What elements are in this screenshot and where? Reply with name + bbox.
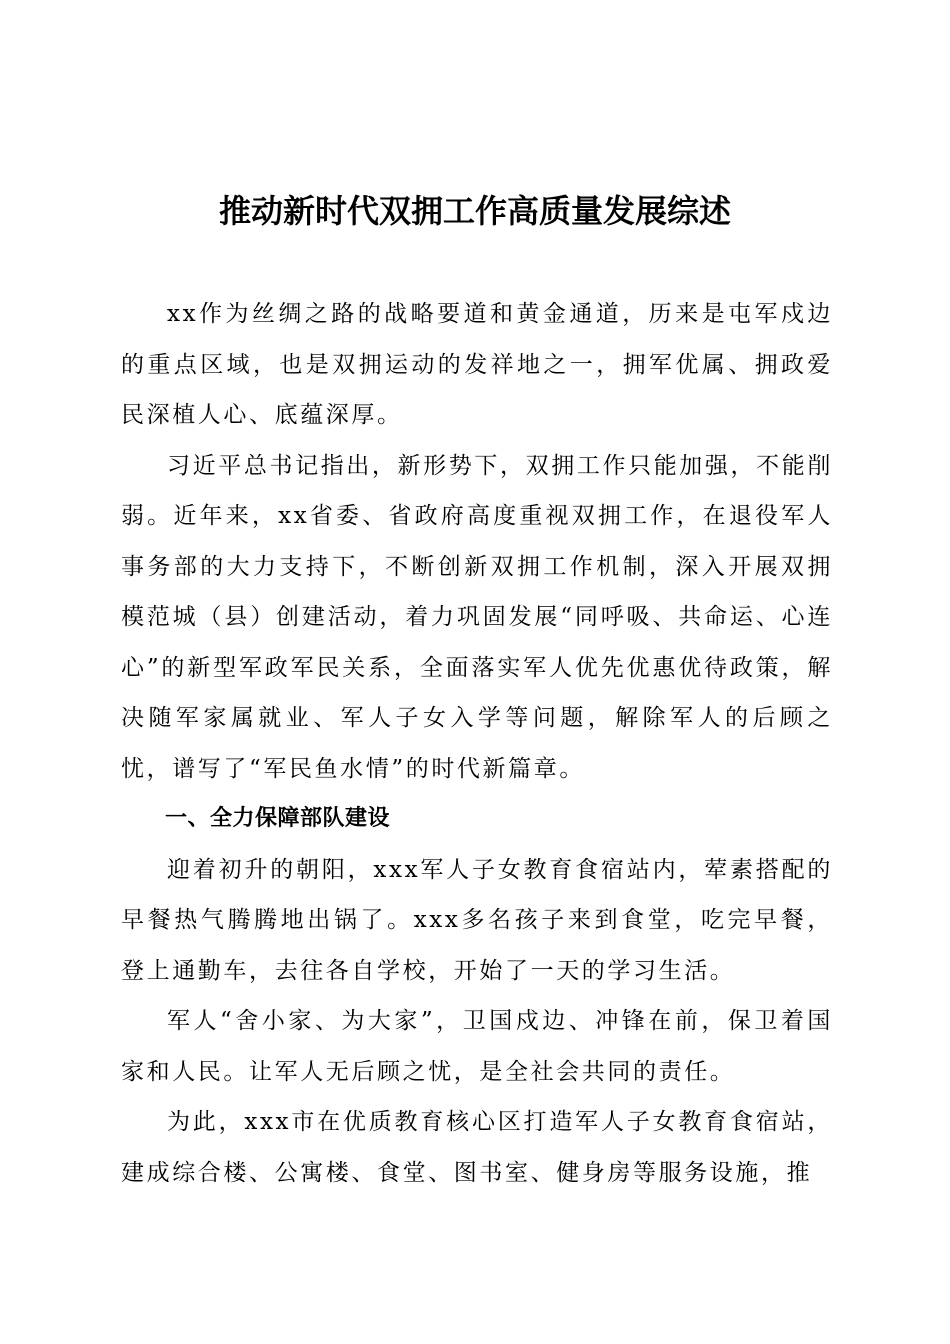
paragraph-policy: 习近平总书记指出，新形势下，双拥工作只能加强，不能削弱。近年来，xx省委、省政府高度重视双拥工作，在退役军人事务部的大力支持下，不断创新双拥工作机制，深入开展双拥模范城（县）创建活动，着力巩固发展“同呼吸、共命运、心连心”的新型军政军民关系，全面落实军人优先优惠优待政策，解决随军家属就业、军人子女入学等问题，解除军人的后顾之忧，谱写了“军民鱼水情”的时代新篇章。 xyxy=(121,452,833,782)
paragraph-responsibility: 军人“舍小家、为大家”，卫国戍边、冲锋在前，保卫着国家和人民。让军人无后顾之忧，是全社会共同的责任。 xyxy=(121,1008,833,1085)
section-heading-1: 一、全力保障部队建设 xyxy=(165,806,391,831)
paragraph-canteen: 迎着初升的朝阳，xxx军人子女教育食宿站内，荤素搭配的早餐热气腾腾地出锅了。xxx多名孩子来到食堂，吃完早餐，登上通勤车，去往各自学校，开始了一天的学习生活。 xyxy=(121,856,833,984)
paragraph-intro: xx作为丝绸之路的战略要道和黄金通道，历来是屯军戍边的重点区域，也是双拥运动的发祥地之一，拥军优属、拥政爱民深植人心、底蕴深厚。 xyxy=(121,301,833,428)
paragraph-facilities: 为此，xxx市在优质教育核心区打造军人子女教育食宿站，建成综合楼、公寓楼、食堂、图书室、健身房等服务设施，推 xyxy=(121,1109,833,1186)
document-title: 推动新时代双拥工作高质量发展综述 xyxy=(218,192,731,230)
document-body xyxy=(121,289,833,1198)
